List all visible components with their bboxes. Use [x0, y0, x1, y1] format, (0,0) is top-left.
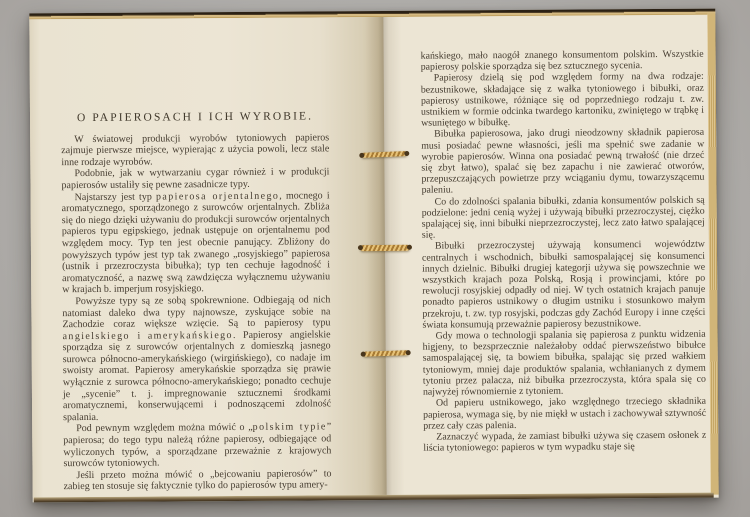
binding-cord [360, 245, 410, 251]
body-text: Co do zdolności spalania bibułki, zdania konsumentów polskich są podzielone: jedni cenią wyżej i używają bibułki przezroczystej, ciężko spalającej się, inni bibułki nieprzezroczystej, lecz zato łatwo spalającej się. [421, 194, 705, 241]
body-text: kańskiego, mało naogół znanego konsumentom polskim. Wszystkie papierosy polskie sporządza się bez sztucznego sycenia. [420, 48, 704, 73]
paragraph [61, 167, 329, 192]
chapter-heading: O PAPIEROSACH I ICH WYROBIE. [76, 110, 314, 125]
paragraph [421, 71, 704, 129]
body-text: Papierosy dzielą się pod względem formy na dwa rodzaje: bezustnikowe, składające się z wałka tytoniowego i bibułki, oraz papierosy ustnikowe, różniące się od poprzedniego rodzaju t. zw. ustnikiem w formie odcinka twardego kartoniku, zwiniętego w trąbkę i wsuniętego w bibułkę. [420, 71, 705, 129]
paragraph [62, 190, 331, 296]
body-text: Bibułka papierosowa, jako drugi nieodzowny składnik papierosa musi posiadać pewne własności, jeśli ma spełnić swe zadanie w wyrobie papierosów. Winna ona posiadać pewną trwałość (nie drzeć się zbyt łatwo), spalać się bez zapachu i nie zawierać otworów, przepuszczających powietrze przy wciąganiu dymu, towarzyszącemu paleniu. [421, 127, 705, 197]
paragraph [423, 396, 706, 432]
paragraph [62, 294, 331, 423]
body-text: Podobnie, jak w wytwarzaniu cygar również i w produkcji papierosów ustaliły się pewne zasadnicze typy. [61, 166, 330, 192]
emphasized-text: angielskiego [62, 330, 130, 342]
open-book [29, 9, 718, 503]
emphasized-text: papierosa orjentalnego [155, 190, 280, 203]
paragraph [423, 430, 706, 454]
body-text: Najstarszy jest typ [74, 191, 157, 203]
body-text: Od papieru ustnikowego, jako względnego trzeciego składnika papierosa, wymaga się, by nie miękł w ustach i zachowywał sztywność przez cały czas palenia. [423, 395, 707, 432]
body-text: Pod pewnym względem można mówić o „ [76, 422, 253, 435]
left-page-paragraphs [61, 132, 332, 493]
paragraph [422, 239, 706, 331]
paragraph [63, 468, 331, 493]
body-text: Gdy mowa o technologji spalania się papierosa z punktu widzenia higjeny, to bezsprzecznie należałoby oddać pierwszeństwo bibułce samospalającej się, ta bowiem bibułka, spalając się przed wałkiem tytoniowym, mniej daje produktów spalania, wchłanianych z dymem tytoniu przez palacza, niż bibułka przezroczysta, która spala się co najwyżej równomiernie z tytoniem. [422, 328, 706, 398]
body-text: i [129, 330, 148, 342]
paragraph [423, 329, 706, 398]
paragraph [63, 422, 331, 470]
body-text: Zaznaczyć wypada, że zamiast bibułki używa się czasem osłonek z liścia tytoniowego: papieros w tym wypadku staje się [423, 429, 707, 454]
body-text: ” papierosa; do tego typu należą różne papierosy, odbiegające od wyliczonych typów, a sporządzane przeważnie z krajowych surowców tytoniowych. [63, 421, 332, 470]
paragraph [61, 132, 329, 169]
body-text: W światowej produkcji wyrobów tytoniowych papieros zajmuje pierwsze miejsce, wypierając z użycia powoli, lecz stale inne rodzaje wyrobów. [61, 131, 330, 168]
body-text: , mocnego i aromatycznego, sporządzonego z surowców orjentalnych. Zbliża się do niego dzięki używaniu do produkcji surowców orjentalnych papieros typu egipskiego, jednak ustępuje on orjentalnemu pod względem mocy. Typ ten jest obecnie panujący. Zbliżony do powyższych typów jest typ tak zwanego „rosyjskiego” papierosa (ustnik i przezroczysta bibułka); typ ten cechuje łagodność i aromatyczność, a nazwę swą zawdzięcza wyłącznemu używaniu w krajach b. imperjum rosyjskiego. [61, 189, 331, 296]
paragraph [421, 49, 704, 73]
emphasized-text: amerykańskiego [147, 329, 233, 342]
emphasized-text: polskim typie [252, 421, 327, 434]
paragraph [422, 194, 705, 241]
right-page-paragraphs [421, 49, 707, 454]
right-page-text [421, 49, 707, 454]
body-text: Bibułki przezroczystej używają konsumenci województw centralnych i wschodnich, bibułki samospalającej się konsumenci innych dzielnic. Bibułki drugiej kategorji używa się powszechnie we wszystkich krajach poza Polską, Rosją i prowincjami, które po rewolucji rosyjskiej odpadły od niej. W tych ostatnich krajach panuje ponadto papieros ustnikowy o długim ustniku i stosunkowo małym przekroju, t. zw. typ rosyjski, podczas gdy Zachód Europy i inne części świata konsumują przeważnie papierosy bezustnikowe. [421, 239, 706, 331]
body-text: Jeśli przeto można mówić o „bejcowaniu papierosów” to zabieg ten stosuje się faktycznie tylko do papierosów typu amery- [63, 468, 332, 493]
left-page-text [61, 111, 332, 493]
paragraph [421, 127, 704, 196]
body-text: . Papierosy angielskie sporządza się z surowców orjentalnych z domieszką jasnego surowca północno-amerykańskiego (wirgińskiego), co nadaje im swoisty aromat. Papierosy amerykańskie sporządza się prawie wyłącznie z surowca północno-amerykańskiego; ponadto cechuje je „sycenie” t. j. impregnowanie sztucznemi środkami aromatycznemi, konserwującemi i podnoszącemi zdolność spalania. [62, 328, 332, 424]
body-text: Powyższe typy są ze sobą spokrewnione. Odbiegają od nich natomiast daleko dwa typy najnowsze, zyskujące sobie na Zachodzie coraz większe wzięcie. Są to papierosy typu [62, 294, 331, 331]
